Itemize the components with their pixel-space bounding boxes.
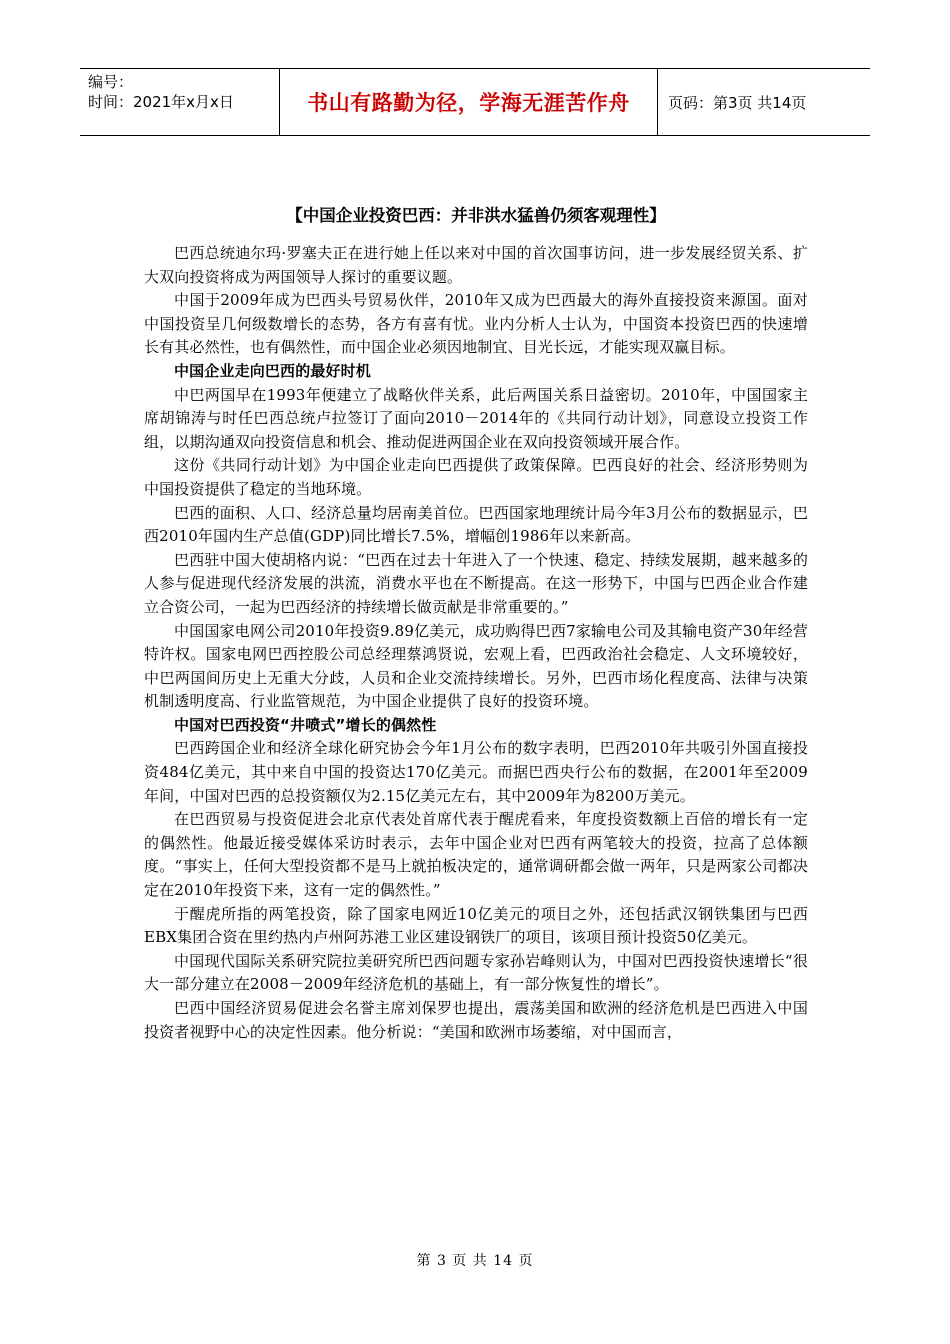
- section-heading: 中国企业走向巴西的最好时机: [174, 361, 371, 380]
- section-heading: 中国对巴西投资“井喷式”增长的偶然性: [174, 715, 437, 734]
- body-paragraph: 中巴两国早在1993年便建立了战略伙伴关系，此后两国关系日益密切。2010年，中国国家主席胡锦涛与时任巴西总统卢拉签订了面向2010－2014年的《共同行动计划》，同意设立投资工作组，以期沟通双向投资信息和机会、推动促进两国企业在双向投资领域开展合作。: [144, 385, 808, 451]
- document-header: [80, 68, 870, 136]
- body-paragraph: 这份《共同行动计划》为中国企业走向巴西提供了政策保障。巴西良好的社会、经济形势则为中国投资提供了稳定的当地环境。: [144, 456, 808, 498]
- body-paragraph: 中国国家电网公司2010年投资9.89亿美元，成功购得巴西7家输电公司及其输电资产30年经营特许权。国家电网巴西控股公司总经理蔡鸿贤说，宏观上看，巴西政治社会稳定、人文环境较好，中巴两国间历史上无重大分歧，人员和企业交流持续增长。另外，巴西市场化程度高、法律与决策机制透明度高、行业监管规范，为中国企业提供了良好的投资环境。: [144, 621, 808, 711]
- date-label: 时间：2021年x月x日: [88, 93, 234, 111]
- header-motto: 书山有路勤为径，学海无涯苦作舟: [280, 69, 658, 135]
- page-footer: 第 3 页 共 14 页: [416, 1253, 534, 1269]
- header-page-label: 页码：第3页 共14页: [668, 93, 807, 112]
- body-paragraph: 巴西中国经济贸易促进会名誉主席刘保罗也提出，震荡美国和欧洲的经济危机是巴西进入中国投资者视野中心的决定性因素。他分析说：“美国和欧洲市场萎缩，对中国而言，: [144, 999, 808, 1041]
- article-title: 【中国企业投资巴西：并非洪水猛兽仍须客观理性】: [286, 206, 666, 225]
- body-paragraph: 巴西跨国企业和经济全球化研究协会今年1月公布的数字表明，巴西2010年共吸引外国直接投资484亿美元，其中来自中国的投资达170亿美元。而据巴西央行公布的数据，在2001年至2009年间，中国对巴西的总投资额仅为2.15亿美元左右，其中2009年为8200万美元。: [144, 739, 808, 805]
- body-paragraph: 于醒虎所指的两笔投资，除了国家电网近10亿美元的项目之外，还包括武汉钢铁集团与巴西EBX集团合资在里约热内卢州阿苏港工业区建设钢铁厂的项目，该项目预计投资50亿美元。: [144, 904, 808, 947]
- article: [144, 204, 808, 1044]
- body-paragraph: 在巴西贸易与投资促进会北京代表处首席代表于醒虎看来，年度投资数额上百倍的增长有一定的偶然性。他最近接受媒体采访时表示，去年中国企业对巴西有两笔较大的投资，拉高了总体额度。“事实上，任何大型投资都不是马上就拍板决定的，通常调研都会做一两年，只是两家公司都决定在2010年投资下来，这有一定的偶然性。”: [144, 810, 808, 900]
- body-paragraph: 巴西驻中国大使胡格内说：“巴西在过去十年进入了一个快速、稳定、持续发展期，越来越多的人参与促进现代经济发展的洪流，消费水平也在不断提高。在这一形势下，中国与巴西企业合作建立合资公司，一起为巴西经济的持续增长做贡献是非常重要的。”: [144, 550, 808, 616]
- body-paragraph: 中国于2009年成为巴西头号贸易伙伴，2010年又成为巴西最大的海外直接投资来源国。面对中国投资呈几何级数增长的态势，各方有喜有忧。业内分析人士认为，中国资本投资巴西的快速增长有其必然性，也有偶然性，而中国企业必须因地制宜、目光长远，才能实现双赢目标。: [144, 291, 808, 357]
- body-paragraph: 中国现代国际关系研究院拉美研究所巴西问题专家孙岩峰则认为，中国对巴西投资快速增长“很大一部分建立在2008－2009年经济危机的基础上，有一部分恢复性的增长”。: [144, 951, 808, 994]
- body-paragraph: 巴西的面积、人口、经济总量均居南美首位。巴西国家地理统计局今年3月公布的数据显示，巴西2010年国内生产总值(GDP)同比增长7.5%，增幅创1986年以来新高。: [144, 503, 808, 546]
- header-meta: [80, 69, 280, 135]
- article-body: [144, 242, 808, 1044]
- body-paragraph: 巴西总统迪尔玛·罗塞夫正在进行她上任以来对中国的首次国事访问，进一步发展经贸关系、扩大双向投资将成为两国领导人探讨的重要议题。: [144, 244, 808, 286]
- number-label: 编号：: [88, 73, 134, 91]
